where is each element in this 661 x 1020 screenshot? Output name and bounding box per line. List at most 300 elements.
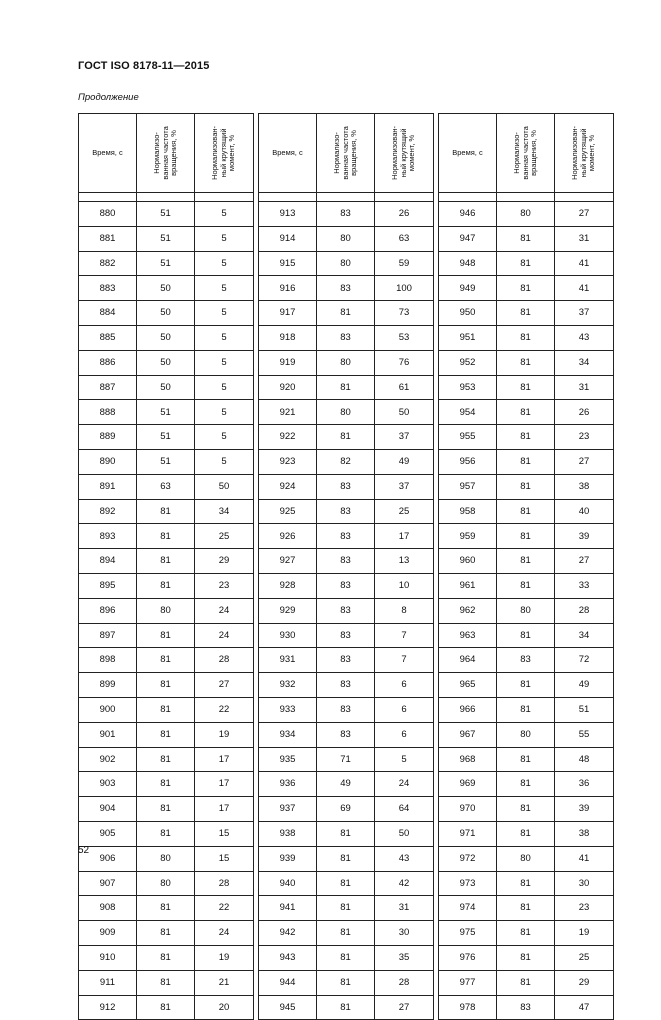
cell-speed: 83: [497, 648, 555, 673]
cell-speed: 81: [137, 797, 195, 822]
cell-torque: 6: [375, 722, 434, 747]
cell-speed: 51: [137, 202, 195, 227]
cell-time: 978: [439, 995, 497, 1020]
table-row: [439, 573, 614, 598]
table-row: [259, 301, 434, 326]
cell-speed: 81: [317, 896, 375, 921]
cell-torque: 29: [555, 970, 614, 995]
table-row: [439, 325, 614, 350]
cell-torque: 7: [375, 623, 434, 648]
cell-time: 924: [259, 474, 317, 499]
cell-time: 887: [79, 375, 137, 400]
cell-speed: 81: [137, 772, 195, 797]
cell-torque: 31: [555, 226, 614, 251]
cell-time: 932: [259, 673, 317, 698]
cell-time: 946: [439, 202, 497, 227]
table-row: [439, 276, 614, 301]
cell-time: 880: [79, 202, 137, 227]
table-row: [259, 276, 434, 301]
cell-time: 959: [439, 524, 497, 549]
table-row: [439, 623, 614, 648]
cell-time: 967: [439, 722, 497, 747]
table-row: [79, 846, 254, 871]
cell-torque: 40: [555, 499, 614, 524]
cell-speed: 83: [317, 573, 375, 598]
cell-speed: 81: [497, 945, 555, 970]
cell-torque: 33: [555, 573, 614, 598]
cell-speed: 80: [317, 251, 375, 276]
cell-time: 882: [79, 251, 137, 276]
cell-time: 937: [259, 797, 317, 822]
cell-speed: 81: [497, 549, 555, 574]
cell-speed: 81: [497, 623, 555, 648]
table-row: [259, 722, 434, 747]
cell-torque: 13: [375, 549, 434, 574]
cell-torque: 15: [195, 846, 254, 871]
table-row: [259, 375, 434, 400]
cell-time: 899: [79, 673, 137, 698]
cell-time: 912: [79, 995, 137, 1020]
cell-time: 947: [439, 226, 497, 251]
cell-speed: 83: [317, 598, 375, 623]
cell-time: 911: [79, 970, 137, 995]
cell-torque: 63: [375, 226, 434, 251]
cell-time: 954: [439, 400, 497, 425]
cell-torque: 31: [375, 896, 434, 921]
cell-speed: 71: [317, 747, 375, 772]
table-row: [439, 821, 614, 846]
table-row: [259, 797, 434, 822]
cell-time: 919: [259, 350, 317, 375]
cell-torque: 27: [195, 673, 254, 698]
cell-speed: 81: [497, 301, 555, 326]
table-row: [79, 623, 254, 648]
cell-torque: 50: [375, 400, 434, 425]
cell-speed: 81: [497, 573, 555, 598]
cell-time: 961: [439, 573, 497, 598]
cell-speed: 80: [497, 202, 555, 227]
cell-torque: 26: [555, 400, 614, 425]
cell-time: 968: [439, 747, 497, 772]
cell-time: 881: [79, 226, 137, 251]
cell-torque: 5: [195, 400, 254, 425]
table-row: [439, 449, 614, 474]
cell-time: 895: [79, 573, 137, 598]
cell-time: 964: [439, 648, 497, 673]
cell-torque: 72: [555, 648, 614, 673]
cell-torque: 5: [375, 747, 434, 772]
cell-speed: 81: [317, 921, 375, 946]
cell-speed: 81: [317, 821, 375, 846]
cell-time: 952: [439, 350, 497, 375]
cell-time: 885: [79, 325, 137, 350]
cell-speed: 80: [137, 846, 195, 871]
cell-time: 884: [79, 301, 137, 326]
table-row: [259, 697, 434, 722]
table-row: [79, 573, 254, 598]
cell-speed: 83: [317, 325, 375, 350]
cell-speed: 81: [137, 573, 195, 598]
cell-time: 893: [79, 524, 137, 549]
cell-speed: 83: [317, 623, 375, 648]
cell-speed: 81: [497, 697, 555, 722]
cell-time: 907: [79, 871, 137, 896]
cell-time: 953: [439, 375, 497, 400]
table-row: [259, 747, 434, 772]
cell-speed: 51: [137, 226, 195, 251]
cell-speed: 81: [497, 921, 555, 946]
cell-speed: 49: [317, 772, 375, 797]
cell-speed: 81: [317, 425, 375, 450]
cell-speed: 81: [497, 797, 555, 822]
table-row: [259, 251, 434, 276]
table-row: [439, 202, 614, 227]
cell-torque: 19: [195, 945, 254, 970]
cell-torque: 49: [555, 673, 614, 698]
cell-torque: 38: [555, 821, 614, 846]
cell-speed: 83: [317, 524, 375, 549]
cell-time: 958: [439, 499, 497, 524]
cell-torque: 17: [195, 797, 254, 822]
cell-speed: 81: [137, 970, 195, 995]
table-row: [259, 896, 434, 921]
cell-time: 922: [259, 425, 317, 450]
cell-speed: 81: [137, 945, 195, 970]
cell-time: 890: [79, 449, 137, 474]
cell-torque: 21: [195, 970, 254, 995]
cell-speed: 80: [317, 400, 375, 425]
table-row: [79, 921, 254, 946]
cell-time: 894: [79, 549, 137, 574]
cell-torque: 25: [555, 945, 614, 970]
table-row: [259, 871, 434, 896]
table-row: [79, 722, 254, 747]
column-header-speed: Нормализо- ванная частота вращения, %: [317, 114, 375, 193]
cell-torque: 27: [375, 995, 434, 1020]
cell-torque: 23: [555, 425, 614, 450]
cell-speed: 81: [137, 697, 195, 722]
table-row: [439, 648, 614, 673]
cell-speed: 81: [317, 995, 375, 1020]
table-row: [439, 524, 614, 549]
cell-torque: 15: [195, 821, 254, 846]
cell-torque: 28: [375, 970, 434, 995]
cell-torque: 6: [375, 697, 434, 722]
table-row: [79, 449, 254, 474]
table-row: [259, 623, 434, 648]
cell-torque: 41: [555, 251, 614, 276]
table-row: [79, 499, 254, 524]
data-table-block-2: [258, 113, 434, 1020]
continuation-label: Продолжение: [78, 92, 139, 103]
cell-speed: 81: [497, 970, 555, 995]
cell-torque: 38: [555, 474, 614, 499]
column-header-time: Время, с: [439, 114, 497, 193]
table-row: [259, 425, 434, 450]
table-row: [439, 499, 614, 524]
table-row: [439, 301, 614, 326]
cell-speed: 83: [317, 648, 375, 673]
cell-speed: 83: [317, 697, 375, 722]
cell-speed: 83: [317, 673, 375, 698]
table-row: [79, 995, 254, 1020]
table-row: [79, 202, 254, 227]
cell-time: 948: [439, 251, 497, 276]
table-row: [439, 226, 614, 251]
table-row: [79, 226, 254, 251]
table-row: [79, 697, 254, 722]
cell-time: 940: [259, 871, 317, 896]
data-table-block-3: [438, 113, 614, 1020]
cell-speed: 80: [497, 598, 555, 623]
cell-time: 950: [439, 301, 497, 326]
cell-speed: 80: [497, 846, 555, 871]
cell-time: 917: [259, 301, 317, 326]
cell-torque: 34: [555, 623, 614, 648]
cell-torque: 5: [195, 375, 254, 400]
cell-time: 904: [79, 797, 137, 822]
table-row: [439, 598, 614, 623]
cell-torque: 35: [375, 945, 434, 970]
cell-torque: 5: [195, 226, 254, 251]
cell-speed: 81: [497, 673, 555, 698]
cell-torque: 24: [195, 623, 254, 648]
cell-torque: 37: [375, 474, 434, 499]
cell-speed: 81: [497, 276, 555, 301]
cell-time: 908: [79, 896, 137, 921]
table-row: [79, 747, 254, 772]
cell-torque: 24: [195, 598, 254, 623]
cell-speed: 81: [137, 722, 195, 747]
cell-time: 883: [79, 276, 137, 301]
cell-time: 901: [79, 722, 137, 747]
table-row: [79, 821, 254, 846]
cell-time: 960: [439, 549, 497, 574]
table-row: [79, 772, 254, 797]
table-row: [259, 226, 434, 251]
table-row: [259, 549, 434, 574]
table-row: [439, 350, 614, 375]
table-row: [439, 697, 614, 722]
table-row: [79, 871, 254, 896]
cell-torque: 76: [375, 350, 434, 375]
cell-torque: 55: [555, 722, 614, 747]
cell-torque: 30: [375, 921, 434, 946]
cell-speed: 83: [497, 995, 555, 1020]
cell-speed: 81: [497, 350, 555, 375]
cell-time: 925: [259, 499, 317, 524]
cell-time: 927: [259, 549, 317, 574]
cell-torque: 5: [195, 350, 254, 375]
cell-torque: 51: [555, 697, 614, 722]
cell-torque: 5: [195, 251, 254, 276]
cell-time: 905: [79, 821, 137, 846]
cell-torque: 22: [195, 896, 254, 921]
cell-time: 966: [439, 697, 497, 722]
column-header-torque: Нормализован- ный крутящий момент, %: [555, 114, 614, 193]
cell-torque: 5: [195, 425, 254, 450]
cell-torque: 5: [195, 325, 254, 350]
cell-speed: 50: [137, 325, 195, 350]
cell-time: 956: [439, 449, 497, 474]
cell-torque: 26: [375, 202, 434, 227]
cell-torque: 31: [555, 375, 614, 400]
cell-torque: 43: [375, 846, 434, 871]
column-header-time: Время, с: [259, 114, 317, 193]
cell-speed: 81: [497, 524, 555, 549]
cell-torque: 5: [195, 202, 254, 227]
cell-torque: 10: [375, 573, 434, 598]
cell-time: 909: [79, 921, 137, 946]
table-row: [79, 945, 254, 970]
cell-time: 942: [259, 921, 317, 946]
cell-speed: 63: [137, 474, 195, 499]
cell-time: 971: [439, 821, 497, 846]
cell-torque: 36: [555, 772, 614, 797]
cell-speed: 83: [317, 202, 375, 227]
cell-speed: 83: [317, 474, 375, 499]
table-row: [259, 350, 434, 375]
table-row: [259, 648, 434, 673]
cell-time: 949: [439, 276, 497, 301]
cell-torque: 37: [555, 301, 614, 326]
table-row: [79, 474, 254, 499]
cell-torque: 6: [375, 673, 434, 698]
table-row: [259, 772, 434, 797]
cell-time: 915: [259, 251, 317, 276]
cell-torque: 73: [375, 301, 434, 326]
cell-time: 951: [439, 325, 497, 350]
cell-torque: 50: [375, 821, 434, 846]
table-row: [79, 350, 254, 375]
cell-time: 891: [79, 474, 137, 499]
cell-torque: 22: [195, 697, 254, 722]
column-header-speed: Нормализо- ванная частота вращения, %: [137, 114, 195, 193]
cell-time: 888: [79, 400, 137, 425]
cell-torque: 50: [195, 474, 254, 499]
cell-speed: 50: [137, 276, 195, 301]
table-row: [439, 871, 614, 896]
cell-speed: 81: [497, 821, 555, 846]
page-number: 52: [78, 845, 90, 856]
cell-speed: 82: [317, 449, 375, 474]
cell-time: 898: [79, 648, 137, 673]
cell-torque: 17: [375, 524, 434, 549]
table-row: [259, 995, 434, 1020]
table-row: [259, 921, 434, 946]
cell-speed: 80: [497, 722, 555, 747]
cell-torque: 23: [195, 573, 254, 598]
cell-time: 906: [79, 846, 137, 871]
cell-torque: 7: [375, 648, 434, 673]
table-row: [79, 375, 254, 400]
table-row: [439, 846, 614, 871]
cell-speed: 81: [497, 325, 555, 350]
cell-speed: 81: [137, 524, 195, 549]
cell-speed: 51: [137, 251, 195, 276]
cell-speed: 81: [137, 673, 195, 698]
cell-speed: 81: [497, 375, 555, 400]
cell-speed: 50: [137, 375, 195, 400]
cell-speed: 81: [317, 846, 375, 871]
table-row: [439, 549, 614, 574]
data-table-block-1: [78, 113, 254, 1020]
table-row: [439, 251, 614, 276]
cell-time: 965: [439, 673, 497, 698]
cell-speed: 81: [497, 474, 555, 499]
cell-time: 962: [439, 598, 497, 623]
cell-time: 892: [79, 499, 137, 524]
table-row: [259, 598, 434, 623]
cell-speed: 80: [137, 871, 195, 896]
cell-torque: 47: [555, 995, 614, 1020]
table-row: [259, 846, 434, 871]
cell-time: 926: [259, 524, 317, 549]
table-row: [259, 573, 434, 598]
cell-time: 936: [259, 772, 317, 797]
cell-torque: 19: [195, 722, 254, 747]
cell-time: 886: [79, 350, 137, 375]
cell-torque: 20: [195, 995, 254, 1020]
cell-speed: 81: [317, 871, 375, 896]
cell-speed: 81: [317, 945, 375, 970]
table-row: [259, 474, 434, 499]
cell-time: 902: [79, 747, 137, 772]
cell-torque: 27: [555, 549, 614, 574]
cell-torque: 39: [555, 797, 614, 822]
cell-torque: 34: [195, 499, 254, 524]
cell-speed: 81: [137, 747, 195, 772]
column-header-torque: Нормализован- ный крутящий момент, %: [375, 114, 434, 193]
cell-time: 945: [259, 995, 317, 1020]
table-row: [259, 821, 434, 846]
cell-speed: 81: [137, 896, 195, 921]
cell-speed: 81: [497, 747, 555, 772]
cell-time: 928: [259, 573, 317, 598]
cell-speed: 81: [497, 226, 555, 251]
table-row: [79, 970, 254, 995]
table-row: [259, 945, 434, 970]
table-row: [259, 524, 434, 549]
cell-time: 889: [79, 425, 137, 450]
table-row: [79, 325, 254, 350]
cell-torque: 24: [375, 772, 434, 797]
cell-speed: 50: [137, 350, 195, 375]
table-row: [439, 425, 614, 450]
cell-time: 900: [79, 697, 137, 722]
table-row: [439, 970, 614, 995]
table-row: [79, 276, 254, 301]
cell-time: 933: [259, 697, 317, 722]
cell-torque: 5: [195, 301, 254, 326]
cell-speed: 81: [317, 375, 375, 400]
cell-speed: 69: [317, 797, 375, 822]
table-row: [439, 375, 614, 400]
cell-torque: 27: [555, 449, 614, 474]
cell-torque: 17: [195, 772, 254, 797]
cell-time: 916: [259, 276, 317, 301]
cell-time: 914: [259, 226, 317, 251]
cell-speed: 51: [137, 425, 195, 450]
cell-time: 944: [259, 970, 317, 995]
cell-time: 977: [439, 970, 497, 995]
cell-time: 955: [439, 425, 497, 450]
cell-speed: 81: [497, 499, 555, 524]
cell-torque: 29: [195, 549, 254, 574]
cell-speed: 81: [497, 251, 555, 276]
cell-speed: 81: [497, 871, 555, 896]
column-header-speed: Нормализо- ванная частота вращения, %: [497, 114, 555, 193]
